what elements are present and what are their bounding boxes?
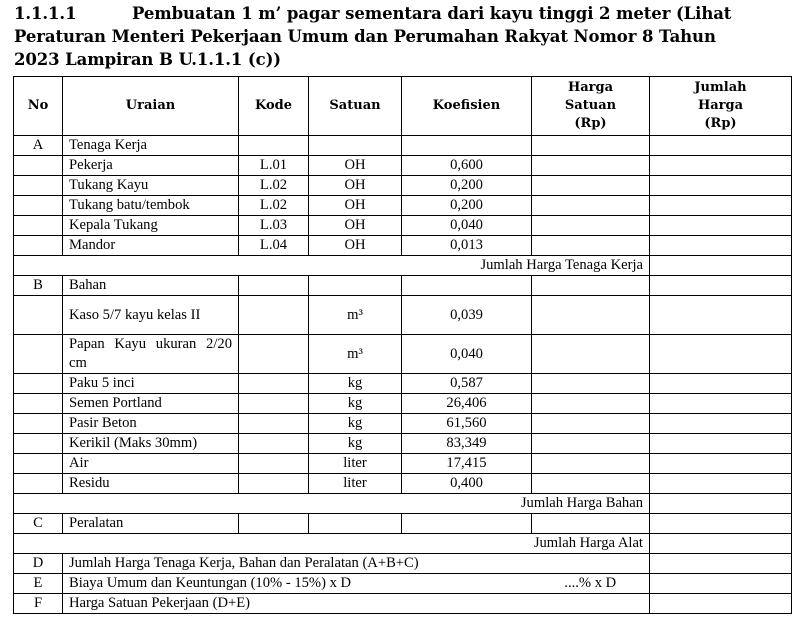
summary-row-e — [14, 574, 792, 594]
item-uraian: Mandor — [63, 236, 239, 256]
item-uraian: Tukang batu/tembok — [63, 196, 239, 216]
table-row — [14, 474, 792, 494]
item-satuan: liter — [309, 454, 402, 474]
item-satuan: OH — [309, 236, 402, 256]
table-row — [14, 335, 792, 374]
item-koefisien: 0,040 — [402, 335, 532, 374]
item-satuan: OH — [309, 196, 402, 216]
summary-no: F — [14, 594, 63, 614]
table-row — [14, 216, 792, 236]
table-row — [14, 176, 792, 196]
item-uraian: Pasir Beton — [63, 414, 239, 434]
col-header-no: No — [14, 77, 63, 136]
summary-label: Harga Satuan Pekerjaan (D+E) — [63, 594, 650, 614]
section-row-c — [14, 514, 792, 534]
item-satuan: kg — [309, 394, 402, 414]
item-koefisien: 17,415 — [402, 454, 532, 474]
col-header-koefisien: Koefisien — [402, 77, 532, 136]
item-koefisien: 0,400 — [402, 474, 532, 494]
section-no: B — [14, 276, 63, 296]
subtotal-row-c — [14, 534, 792, 554]
item-satuan: m³ — [309, 335, 402, 374]
summary-value — [650, 554, 792, 574]
item-kode: L.03 — [239, 216, 309, 236]
item-satuan: OH — [309, 216, 402, 236]
item-uraian: Semen Portland — [63, 394, 239, 414]
item-koefisien: 0,200 — [402, 176, 532, 196]
table-row — [14, 374, 792, 394]
item-koefisien: 83,349 — [402, 434, 532, 454]
section-row-b — [14, 276, 792, 296]
item-kode: L.02 — [239, 196, 309, 216]
item-uraian: Air — [63, 454, 239, 474]
subtotal-label: Jumlah Harga Alat — [14, 534, 650, 554]
item-koefisien: 0,040 — [402, 216, 532, 236]
item-satuan: liter — [309, 474, 402, 494]
col-header-kode: Kode — [239, 77, 309, 136]
table-row — [14, 236, 792, 256]
item-satuan: kg — [309, 434, 402, 454]
section-no: A — [14, 136, 63, 156]
section-no: C — [14, 514, 63, 534]
table-row — [14, 196, 792, 216]
heading-line-1 — [14, 2, 802, 25]
table-row — [14, 414, 792, 434]
item-uraian: Residu — [63, 474, 239, 494]
heading-title-part-1: Pembuatan 1 m’ pagar sementara dari kayu tinggi 2 meter (Lihat — [132, 4, 732, 23]
item-satuan: OH — [309, 176, 402, 196]
item-uraian: Pekerja — [63, 156, 239, 176]
table-row — [14, 454, 792, 474]
table-row — [14, 156, 792, 176]
summary-row-f — [14, 594, 792, 614]
unit-price-analysis-table — [13, 76, 792, 614]
summary-label: Jumlah Harga Tenaga Kerja, Bahan dan Peralatan (A+B+C) — [63, 554, 650, 574]
heading-number: 1.1.1.1 — [14, 4, 77, 23]
item-kode: L.02 — [239, 176, 309, 196]
col-header-harga-satuan: Harga Satuan (Rp) — [532, 77, 650, 136]
item-uraian: Kepala Tukang — [63, 216, 239, 236]
section-row-a — [14, 136, 792, 156]
item-koefisien: 0,600 — [402, 156, 532, 176]
subtotal-value — [650, 534, 792, 554]
col-header-jumlah-harga: Jumlah Harga (Rp) — [650, 77, 792, 136]
item-satuan: OH — [309, 156, 402, 176]
item-koefisien: 0,200 — [402, 196, 532, 216]
table-row — [14, 296, 792, 335]
summary-value — [650, 574, 792, 594]
section-title: Tenaga Kerja — [63, 136, 239, 156]
item-satuan: kg — [309, 414, 402, 434]
table-row — [14, 434, 792, 454]
item-satuan: kg — [309, 374, 402, 394]
summary-formula: ....% x D — [532, 574, 650, 594]
subtotal-label: Jumlah Harga Bahan — [14, 494, 650, 514]
subtotal-value — [650, 494, 792, 514]
subtotal-row-a — [14, 256, 792, 276]
item-uraian: Kaso 5/7 kayu kelas II — [63, 296, 239, 335]
summary-no: D — [14, 554, 63, 574]
summary-value — [650, 594, 792, 614]
col-header-uraian: Uraian — [63, 77, 239, 136]
section-heading — [14, 2, 802, 71]
summary-label: Biaya Umum dan Keuntungan (10% - 15%) x D — [63, 574, 532, 594]
item-kode: L.04 — [239, 236, 309, 256]
summary-row-d — [14, 554, 792, 574]
item-kode: L.01 — [239, 156, 309, 176]
subtotal-label: Jumlah Harga Tenaga Kerja — [14, 256, 650, 276]
item-uraian: Kerikil (Maks 30mm) — [63, 434, 239, 454]
section-title: Peralatan — [63, 514, 239, 534]
table-header-row — [14, 77, 792, 136]
table-row — [14, 394, 792, 414]
item-uraian: Paku 5 inci — [63, 374, 239, 394]
item-satuan: m³ — [309, 296, 402, 335]
item-koefisien: 61,560 — [402, 414, 532, 434]
subtotal-row-b — [14, 494, 792, 514]
col-header-satuan: Satuan — [309, 77, 402, 136]
heading-line-3: 2023 Lampiran B U.1.1.1 (c)) — [14, 50, 282, 69]
item-koefisien: 26,406 — [402, 394, 532, 414]
section-title: Bahan — [63, 276, 239, 296]
heading-line-2: Peraturan Menteri Pekerjaan Umum dan Perumahan Rakyat Nomor 8 Tahun — [14, 27, 716, 46]
item-koefisien: 0,587 — [402, 374, 532, 394]
item-koefisien: 0,039 — [402, 296, 532, 335]
summary-no: E — [14, 574, 63, 594]
item-uraian: Tukang Kayu — [63, 176, 239, 196]
item-uraian: Papan Kayu ukuran 2/20 cm — [63, 335, 239, 374]
item-koefisien: 0,013 — [402, 236, 532, 256]
subtotal-value — [650, 256, 792, 276]
